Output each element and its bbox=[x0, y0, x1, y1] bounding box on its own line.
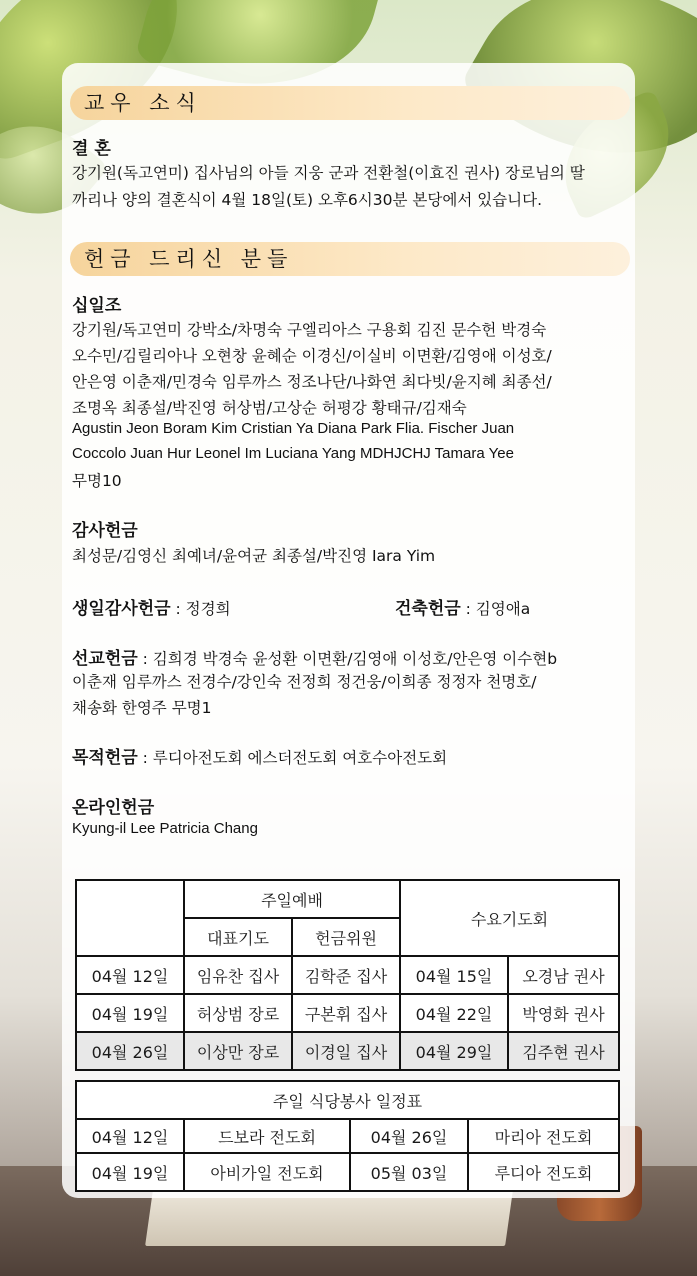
date-cell: 04월 26일 bbox=[350, 1119, 468, 1153]
building-offering bbox=[395, 594, 530, 619]
table-row bbox=[76, 1119, 619, 1153]
birthday-value: : 정경희 bbox=[170, 600, 231, 618]
purpose-heading: 목적헌금 bbox=[72, 748, 138, 768]
prayer-cell: 허상범 장로 bbox=[184, 994, 292, 1032]
mission-value: : 김희경 박경숙 윤성환 이면환/김영애 이성호/안은영 이수현b bbox=[137, 650, 558, 668]
mission-offering-line-3: 채송화 한영주 무명1 bbox=[72, 699, 212, 717]
team-cell: 아비가일 전도회 bbox=[184, 1153, 350, 1191]
date-cell: 05월 03일 bbox=[350, 1153, 468, 1191]
wed-date-cell: 04월 22일 bbox=[400, 994, 508, 1032]
offering-committee-header: 헌금위원 bbox=[292, 918, 400, 956]
tithe-line: 조명옥 최종설/박진영 허상범/고상순 허평강 황태규/김재숙 bbox=[72, 399, 467, 417]
date-cell: 04월 12일 bbox=[76, 956, 184, 994]
birthday-offering bbox=[72, 594, 231, 619]
purpose-value: : 루디아전도회 에스더전도회 여호수아전도회 bbox=[137, 749, 448, 767]
offering-cell: 김학준 집사 bbox=[292, 956, 400, 994]
team-cell: 드보라 전도회 bbox=[184, 1119, 350, 1153]
cafeteria-table-title: 주일 식당봉사 일정표 bbox=[76, 1081, 619, 1119]
prayer-cell: 이상만 장로 bbox=[184, 1032, 292, 1070]
team-cell: 루디아 전도회 bbox=[468, 1153, 619, 1191]
online-heading: 온라인헌금 bbox=[72, 798, 155, 818]
tithe-line: 오수민/김릴리아나 오현창 윤혜순 이경신/이실비 이면환/김영애 이성호/ bbox=[72, 347, 552, 365]
sunday-worship-header: 주일예배 bbox=[184, 880, 400, 918]
mission-offering-line-1 bbox=[72, 644, 557, 669]
prayer-cell: 임유찬 집사 bbox=[184, 956, 292, 994]
table-corner-cell bbox=[76, 880, 184, 956]
church-news-title: 교우 소식 bbox=[70, 86, 630, 120]
marriage-heading: 결 혼 bbox=[72, 139, 111, 159]
tithe-line: 강기원/독고연미 강박소/차명숙 구엘리아스 구용회 김진 문수헌 박경숙 bbox=[72, 321, 547, 339]
thanks-line: 최성문/김영신 최예녀/윤여균 최종설/박진영 Iara Yim bbox=[72, 547, 436, 565]
building-value: : 김영애a bbox=[460, 600, 531, 618]
cafeteria-schedule-table bbox=[75, 1080, 620, 1192]
offering-cell: 이경일 집사 bbox=[292, 1032, 400, 1070]
table-row bbox=[76, 1153, 619, 1191]
wed-name-cell: 오경남 권사 bbox=[508, 956, 619, 994]
thanks-heading: 감사헌금 bbox=[72, 521, 138, 541]
offering-cell: 구본휘 집사 bbox=[292, 994, 400, 1032]
offerings-title: 헌금 드리신 분들 bbox=[70, 242, 630, 276]
date-cell: 04월 19일 bbox=[76, 1153, 184, 1191]
wed-name-cell: 김주현 권사 bbox=[508, 1032, 619, 1070]
tithe-line: 안은영 이춘재/민경숙 임루까스 정조나단/나화연 최다빗/윤지혜 최종선/ bbox=[72, 373, 552, 391]
representative-prayer-header: 대표기도 bbox=[184, 918, 292, 956]
mission-offering-line-2: 이춘재 임루까스 전경수/강인숙 전정희 정건웅/이희종 정정자 천명호/ bbox=[72, 673, 537, 691]
tithe-line: Coccolo Juan Hur Leonel Im Luciana Yang MDHJCHJ Tamara Yee bbox=[72, 445, 514, 462]
wednesday-prayer-header: 수요기도회 bbox=[400, 880, 619, 956]
tithe-line: 무명10 bbox=[72, 472, 122, 490]
mission-heading: 선교헌금 bbox=[72, 649, 138, 669]
date-cell: 04월 19일 bbox=[76, 994, 184, 1032]
marriage-line-2: 까리나 양의 결혼식이 4월 18일(토) 오후6시30분 본당에서 있습니다. bbox=[72, 191, 543, 209]
table-row bbox=[76, 956, 619, 994]
purpose-offering bbox=[72, 743, 447, 768]
wed-date-cell: 04월 15일 bbox=[400, 956, 508, 994]
marriage-line-1: 강기원(독고연미) 집사님의 아들 지웅 군과 전환철(이효진 권사) 장로님의 딸 bbox=[72, 164, 585, 182]
date-cell: 04월 12일 bbox=[76, 1119, 184, 1153]
tithe-heading: 십일조 bbox=[72, 296, 122, 316]
building-heading: 건축헌금 bbox=[395, 599, 461, 619]
wed-date-cell: 04월 29일 bbox=[400, 1032, 508, 1070]
online-line: Kyung-il Lee Patricia Chang bbox=[72, 820, 258, 837]
wed-name-cell: 박영화 권사 bbox=[508, 994, 619, 1032]
table-row bbox=[76, 994, 619, 1032]
tithe-line: Agustin Jeon Boram Kim Cristian Ya Diana Park Flia. Fischer Juan bbox=[72, 420, 515, 437]
birthday-heading: 생일감사헌금 bbox=[72, 599, 171, 619]
worship-schedule-table bbox=[75, 879, 620, 1071]
date-cell: 04월 26일 bbox=[76, 1032, 184, 1070]
table-row bbox=[76, 1032, 619, 1070]
team-cell: 마리아 전도회 bbox=[468, 1119, 619, 1153]
